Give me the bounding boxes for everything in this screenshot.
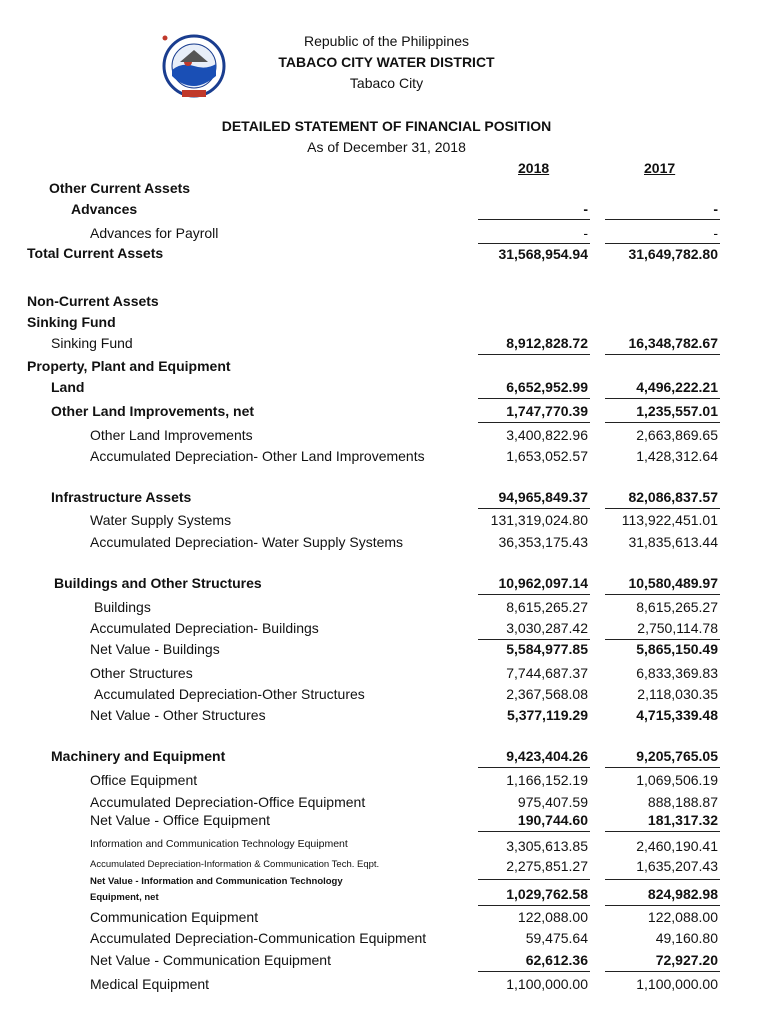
- value-comm-eq-net-2017: 72,927.20: [655, 952, 718, 968]
- label-buildings-net: Net Value - Buildings: [90, 641, 220, 657]
- rule: [478, 508, 590, 509]
- statement-title: DETAILED STATEMENT OF FINANCIAL POSITION: [221, 118, 552, 134]
- value-buildings-dep-2017: 2,750,114.78: [637, 620, 718, 636]
- value-comm-eq-2017: 122,088.00: [647, 909, 718, 925]
- value-other-structures-net-2018: 5,377,119.29: [507, 707, 588, 723]
- rule: [478, 767, 590, 768]
- value-sinking-fund-2017: 16,348,782.67: [628, 335, 718, 351]
- label-medical: Medical Equipment: [90, 976, 210, 992]
- rule: [478, 354, 590, 355]
- value-oli-dep-2017: 1,428,312.64: [636, 448, 718, 464]
- label-office-eq-net: Net Value - Office Equipment: [90, 812, 271, 828]
- value-other-structures-dep-2018: 2,367,568.08: [506, 686, 588, 702]
- value-ict-net-2017: 824,982.98: [647, 886, 718, 902]
- value-machinery-2018: 9,423,404.26: [506, 748, 588, 764]
- value-land-2017: 4,496,222.21: [636, 379, 718, 395]
- value-office-eq-2018: 1,166,152.19: [506, 772, 588, 788]
- value-water-2017: 113,922,451.01: [621, 512, 718, 528]
- column-header-2017: 2017: [644, 160, 676, 176]
- statement-date: As of December 31, 2018: [307, 139, 466, 155]
- rule: [478, 879, 590, 880]
- value-comm-eq-net-2018: 62,612.36: [525, 952, 588, 968]
- value-medical-2018: 1,100,000.00: [506, 976, 588, 992]
- label-bos: Buildings and Other Structures: [54, 575, 262, 591]
- rule: [605, 767, 720, 768]
- value-infra-2018: 94,965,849.37: [498, 489, 588, 505]
- label-ict-net-line1: Net Value - Information and Communication Technology: [90, 876, 343, 887]
- value-oli-2017: 2,663,869.65: [636, 427, 718, 443]
- value-sinking-fund-2018: 8,912,828.72: [506, 335, 588, 351]
- header-district-name: TABACO CITY WATER DISTRICT: [278, 54, 495, 70]
- value-advances-2018: -: [583, 201, 588, 217]
- label-advances-payroll: Advances for Payroll: [90, 225, 219, 241]
- label-office-eq-dep: Accumulated Depreciation-Office Equipment: [90, 794, 366, 810]
- label-comm-eq: Communication Equipment: [90, 909, 259, 925]
- value-buildings-2017: 8,615,265.27: [636, 599, 718, 615]
- value-office-eq-net-2017: 181,317.32: [647, 812, 718, 828]
- rule: [478, 398, 590, 399]
- value-office-eq-dep-2018: 975,407.59: [517, 794, 588, 810]
- value-advances-2017: -: [713, 201, 718, 217]
- label-sinking-fund-header: Sinking Fund: [27, 314, 116, 330]
- rule: [605, 831, 720, 832]
- label-sinking-fund: Sinking Fund: [51, 335, 133, 351]
- header-city: Tabaco City: [349, 75, 424, 91]
- rule: [605, 398, 720, 399]
- label-land: Land: [51, 379, 85, 395]
- value-buildings-net-2018: 5,584,977.85: [506, 641, 588, 657]
- label-total-current-assets: Total Current Assets: [27, 245, 164, 261]
- value-infra-2017: 82,086,837.57: [628, 489, 718, 505]
- value-total-current-assets-2018: 31,568,954.94: [498, 246, 588, 262]
- rule: [478, 971, 590, 972]
- value-water-dep-2017: 31,835,613.44: [628, 534, 718, 550]
- label-comm-eq-dep: Accumulated Depreciation-Communication Equipment: [90, 930, 427, 946]
- column-header-2018: 2018: [518, 160, 550, 176]
- label-buildings-dep: Accumulated Depreciation- Buildings: [90, 620, 319, 636]
- value-buildings-2018: 8,615,265.27: [506, 599, 588, 615]
- label-ict-net: Equipment, net: [90, 892, 159, 903]
- label-other-structures-net: Net Value - Other Structures: [90, 707, 266, 723]
- rule: [605, 508, 720, 509]
- value-ict-2018: 3,305,613.85: [506, 838, 588, 854]
- value-medical-2017: 1,100,000.00: [636, 976, 718, 992]
- value-total-current-assets-2017: 31,649,782.80: [628, 246, 718, 262]
- value-oli-2018: 3,400,822.96: [506, 427, 588, 443]
- value-ict-net-2018: 1,029,762.58: [506, 886, 588, 902]
- label-infra: Infrastructure Assets: [51, 489, 192, 505]
- value-comm-eq-2018: 122,088.00: [517, 909, 588, 925]
- label-ict-dep: Accumulated Depreciation-Information & Communication Tech. Eqpt.: [90, 859, 380, 870]
- label-other-structures-dep: Accumulated Depreciation-Other Structures: [94, 686, 365, 702]
- rule: [605, 971, 720, 972]
- value-comm-eq-dep-2018: 59,475.64: [525, 930, 588, 946]
- value-water-dep-2018: 36,353,175.43: [498, 534, 588, 550]
- value-other-structures-2018: 7,744,687.37: [506, 665, 588, 681]
- value-other-structures-dep-2017: 2,118,030.35: [637, 686, 718, 702]
- value-machinery-2017: 9,205,765.05: [636, 748, 718, 764]
- value-ict-dep-2018: 2,275,851.27: [506, 858, 588, 874]
- rule: [478, 219, 590, 220]
- label-other-structures: Other Structures: [90, 665, 193, 681]
- label-water-dep: Accumulated Depreciation- Water Supply Systems: [90, 534, 404, 550]
- rule: [605, 354, 720, 355]
- value-other-structures-2017: 6,833,369.83: [636, 665, 718, 681]
- value-ict-2017: 2,460,190.41: [636, 838, 718, 854]
- value-office-eq-net-2018: 190,744.60: [517, 812, 588, 828]
- value-ict-dep-2017: 1,635,207.43: [636, 858, 718, 874]
- value-bos-2017: 10,580,489.97: [628, 575, 718, 591]
- rule: [605, 594, 720, 595]
- label-buildings: Buildings: [94, 599, 151, 615]
- value-other-structures-net-2017: 4,715,339.48: [636, 707, 718, 723]
- value-land-2018: 6,652,952.99: [506, 379, 588, 395]
- rule: [478, 594, 590, 595]
- rule: [605, 422, 720, 423]
- label-advances: Advances: [71, 201, 138, 217]
- value-oli-dep-2018: 1,653,052.57: [506, 448, 588, 464]
- rule: [605, 219, 720, 220]
- label-water: Water Supply Systems: [90, 512, 232, 528]
- rule: [478, 422, 590, 423]
- value-advances-payroll-2017: -: [713, 225, 718, 241]
- value-water-2018: 131,319,024.80: [490, 512, 588, 528]
- rule: [605, 879, 720, 880]
- label-ppe: Property, Plant and Equipment: [27, 358, 231, 374]
- rule: [478, 831, 590, 832]
- value-office-eq-dep-2017: 888,188.87: [647, 794, 718, 810]
- value-buildings-dep-2018: 3,030,287.42: [506, 620, 588, 636]
- label-ict: Information and Communication Technology Equipment: [90, 838, 348, 850]
- header-republic: Republic of the Philippines: [304, 33, 469, 49]
- label-machinery: Machinery and Equipment: [51, 748, 226, 764]
- value-advances-payroll-2018: -: [583, 225, 588, 241]
- value-comm-eq-dep-2017: 49,160.80: [655, 930, 718, 946]
- value-oli-net-2018: 1,747,770.39: [506, 403, 588, 419]
- value-oli-net-2017: 1,235,557.01: [636, 403, 718, 419]
- label-oli: Other Land Improvements: [90, 427, 253, 443]
- rule: [605, 905, 720, 906]
- label-non-current-assets: Non-Current Assets: [27, 293, 159, 309]
- label-oli-dep: Accumulated Depreciation- Other Land Improvements: [90, 448, 425, 464]
- label-other-current-assets: Other Current Assets: [49, 180, 191, 196]
- rule: [478, 905, 590, 906]
- value-buildings-net-2017: 5,865,150.49: [636, 641, 718, 657]
- label-office-eq: Office Equipment: [90, 772, 198, 788]
- label-comm-eq-net: Net Value - Communication Equipment: [90, 952, 331, 968]
- value-office-eq-2017: 1,069,506.19: [636, 772, 718, 788]
- label-oli-net: Other Land Improvements, net: [51, 403, 255, 419]
- value-bos-2018: 10,962,097.14: [498, 575, 588, 591]
